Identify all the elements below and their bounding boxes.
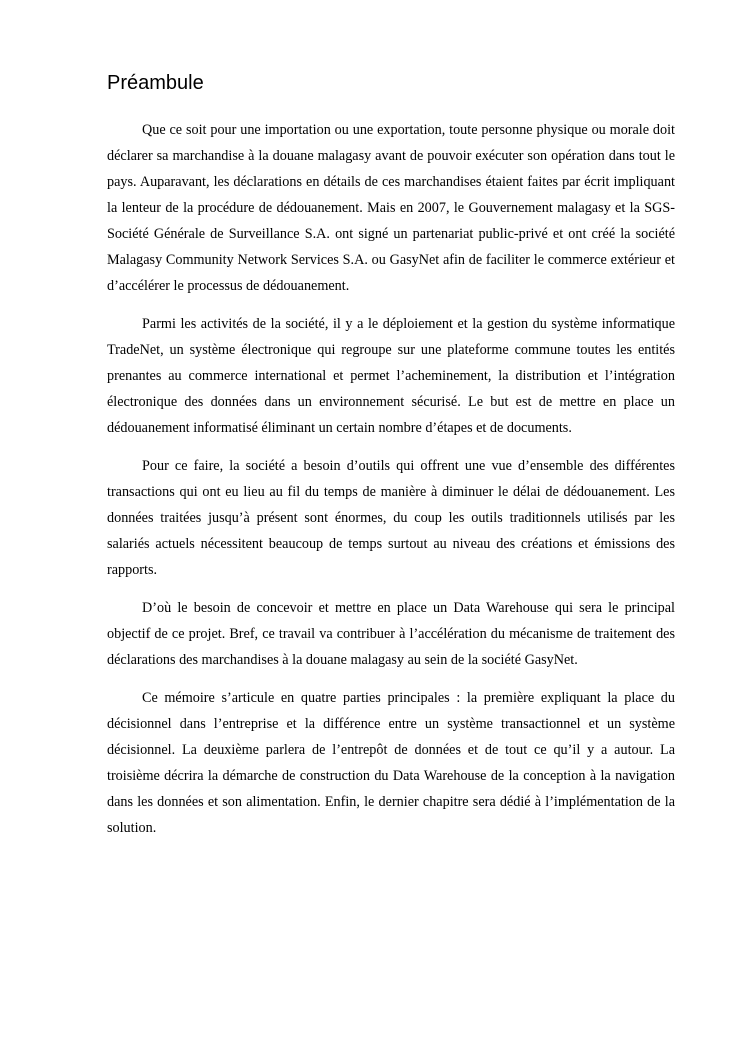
paragraph-5: Ce mémoire s’articule en quatre parties principales : la première expliquant la place du décisionnel dans l’entreprise et la différence entre un système transactionnel et un système décisionnel. La deuxième parlera de l’entrepôt de données et de tout ce qu’il y a autour. La troisième décrira la démarche de construction du Data Warehouse de la conception à la navigation dans les données et son alimentation. Enfin, le dernier chapitre sera dédié à l’implémentation de la solution. bbox=[107, 690, 675, 836]
paragraph-3: Pour ce faire, la société a besoin d’outils qui offrent une vue d’ensemble des différentes transactions qui ont eu lieu au fil du temps de manière à diminuer le délai de dédouanement. Les données traitées jusqu’à présent sont énormes, du coup les outils traditionnels utilisés par les salariés actuels nécessitent beaucoup de temps surtout au niveau des créations et émissions des rapports. bbox=[107, 458, 675, 578]
paragraph-2: Parmi les activités de la société, il y a le déploiement et la gestion du système informatique TradeNet, un système électronique qui regroupe sur une plateforme commune toutes les entités prenantes au commerce international et permet l’acheminement, la distribution et l’intégration électronique des données dans un environnement sécurisé. Le but est de mettre en place un dédouanement informatisé éliminant un certain nombre d’étapes et de documents. bbox=[107, 316, 675, 436]
paragraph-1: Que ce soit pour une importation ou une exportation, toute personne physique ou morale doit déclarer sa marchandise à la douane malagasy avant de pouvoir exécuter son opération dans tout le pays. Auparavant, les déclarations en détails de ces marchandises étaient faites par écrit impliquant la lenteur de la procédure de dédouanement. Mais en 2007, le Gouvernement malagasy et la SGS-Société Générale de Surveillance S.A. ont signé un partenariat public-privé et ont créé la société Malagasy Community Network Services S.A. ou GasyNet afin de faciliter le commerce extérieur et d’accélérer le processus de dédouanement. bbox=[107, 122, 675, 294]
body-text bbox=[107, 117, 675, 853]
paragraph-4: D’où le besoin de concevoir et mettre en place un Data Warehouse qui sera le principal objectif de ce projet. Bref, ce travail va contribuer à l’accélération du mécanisme de traitement des déclarations des marchandises à la douane malagasy au sein de la société GasyNet. bbox=[107, 600, 675, 668]
page-heading: Préambule bbox=[107, 72, 204, 94]
